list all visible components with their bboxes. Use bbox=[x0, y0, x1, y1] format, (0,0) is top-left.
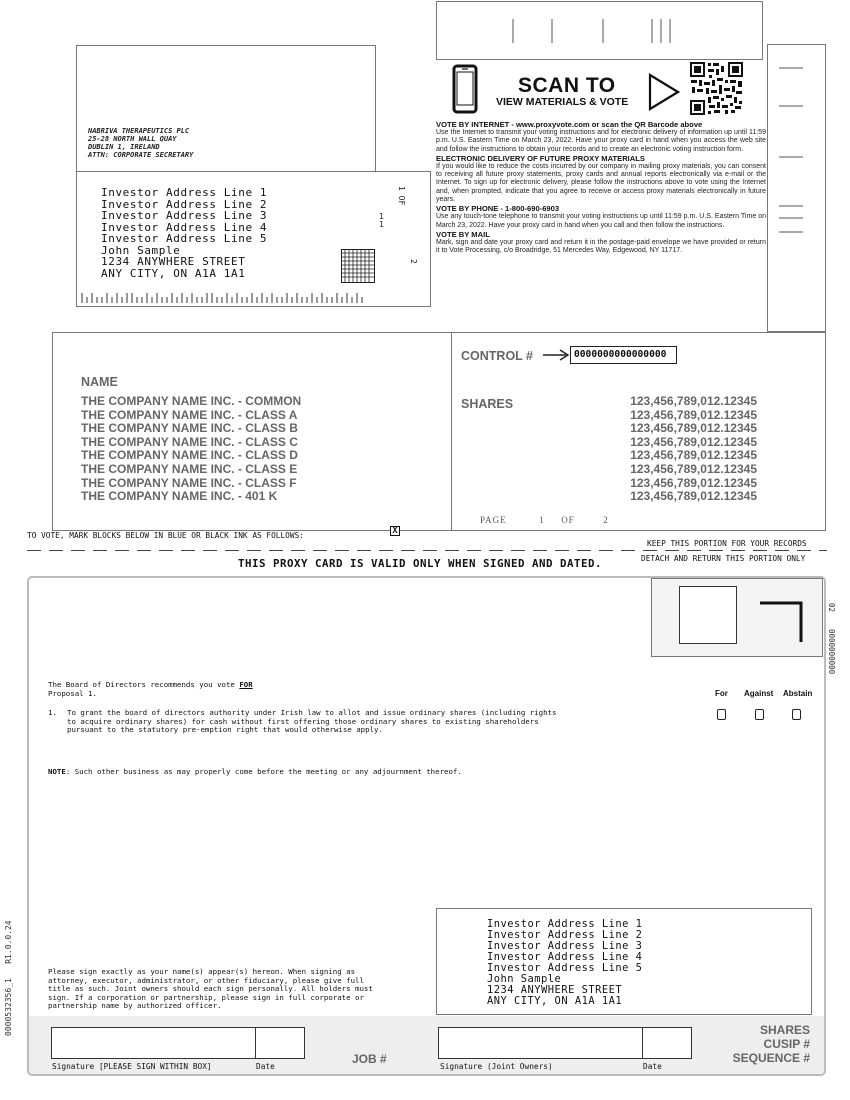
address-line: Investor Address Line 1 bbox=[101, 186, 268, 199]
voting-instructions bbox=[436, 120, 766, 256]
page-indicator bbox=[480, 515, 609, 525]
class-name: THE COMPANY NAME INC. - CLASS D bbox=[81, 448, 298, 463]
shares-value: 123,456,789,012.12345 bbox=[630, 489, 757, 504]
class-name: THE COMPANY NAME INC. - CLASS A bbox=[81, 407, 298, 422]
address-line: John Sample bbox=[101, 243, 181, 257]
shares-value: 123,456,789,012.12345 bbox=[630, 434, 757, 449]
shares-value: 123,456,789,012.12345 bbox=[630, 407, 757, 422]
address-line: Investor Address Line 4 bbox=[101, 220, 268, 234]
qr-code-icon[interactable] bbox=[689, 61, 744, 116]
column-for: For bbox=[715, 689, 728, 698]
joint-signature-box[interactable] bbox=[438, 1027, 643, 1059]
proposal-text-line: To grant the board of directors authority under Irish law to allot and issue ordinary shares (including rights bbox=[67, 708, 557, 717]
shares-value: 123,456,789,012.12345 bbox=[630, 394, 757, 408]
side-code-b: 0000000000 bbox=[827, 629, 836, 675]
page-label: PAGE bbox=[480, 515, 507, 525]
page-total: 2 bbox=[603, 515, 609, 525]
ballot-address-line: Investor Address Line 1 bbox=[487, 918, 643, 930]
return-address-line: ATTN: CORPORATE SECRETARY bbox=[88, 151, 194, 159]
side-page-of: OF bbox=[397, 195, 406, 206]
return-address-line: NABRIVA THERAPEUTICS PLC bbox=[88, 127, 190, 135]
page-number: 1 bbox=[539, 515, 545, 525]
signature-box[interactable] bbox=[51, 1027, 256, 1059]
sign-instruction-line: partnership name by authorized officer. bbox=[48, 1001, 222, 1011]
investor-address bbox=[101, 187, 267, 279]
side-page-marker-b bbox=[379, 213, 384, 229]
vote-phone-heading: VOTE BY PHONE - 1-800-690-6903 bbox=[436, 204, 560, 214]
vote-mail-text: Mark, sign and date your proxy card and return it in the postage-paid envelope we have provided or return it to Vote Processing, c/o Broadridge, 51 Mercedes Way, Edgewood, NY 11717. bbox=[436, 238, 766, 255]
ballot-address bbox=[487, 919, 642, 1007]
control-label: CONTROL # bbox=[461, 349, 533, 363]
mark-instructions: TO VOTE, MARK BLOCKS BELOW IN BLUE OR BLACK INK AS FOLLOWS: bbox=[27, 531, 304, 540]
shares-value: 123,456,789,012.12345 bbox=[630, 448, 757, 463]
sign-instruction-line: Please sign exactly as your name(s) appear(s) hereon. When signing as bbox=[48, 967, 356, 976]
barcode-strip-marks bbox=[436, 1, 763, 60]
signature-date-box[interactable] bbox=[255, 1027, 305, 1059]
mark-example-x: X bbox=[392, 526, 398, 536]
vote-phone-text: Use any touch-tone telephone to transmit your voting instructions up until 11:59 p.m. U.S. Eastern Time on March 23, 2022. Have your proxy card in hand when you call and then follow the instructions. bbox=[436, 213, 766, 229]
proposal-1 bbox=[48, 709, 556, 735]
shares-label: SHARES bbox=[461, 397, 514, 411]
scan-subtitle: VIEW MATERIALS & VOTE bbox=[496, 96, 629, 108]
shares-value: 123,456,789,012.12345 bbox=[630, 421, 757, 436]
proposal-number: 1. bbox=[48, 708, 57, 717]
page-of: OF bbox=[561, 515, 575, 525]
sign-instruction-line: attorney, executor, administrator, or other fiduciary, please give full bbox=[48, 975, 364, 985]
note bbox=[48, 768, 462, 777]
ballot-address-line: Investor Address Line 5 bbox=[487, 962, 643, 974]
side-page-marker-c bbox=[409, 259, 418, 264]
ballot-address-line: ANY CITY, ON A1A 1A1 bbox=[487, 995, 623, 1007]
class-name: THE COMPANY NAME INC. - CLASS B bbox=[81, 421, 298, 436]
ballot-address-line: 1234 ANYWHERE STREET bbox=[487, 984, 623, 996]
ballot-address-line: Investor Address Line 2 bbox=[487, 929, 643, 941]
shares-code-label: SHARES bbox=[759, 1023, 810, 1037]
board-rec-text: The Board of Directors recommends you vote bbox=[48, 680, 235, 689]
name-label: NAME bbox=[81, 375, 118, 389]
side-code-a: 02 bbox=[827, 603, 836, 613]
control-number: 0000000000000000 bbox=[574, 349, 667, 360]
vertical-form-code: 0000532356_1 R1.0.0.24 bbox=[4, 920, 13, 1036]
holdings-divider bbox=[451, 332, 452, 531]
note-text: : Such other business as may properly come before the meeting or any adjournment thereof. bbox=[65, 767, 462, 776]
date-label: Date bbox=[256, 1062, 275, 1071]
shares-list bbox=[600, 395, 757, 504]
valid-notice: THIS PROXY CARD IS VALID ONLY WHEN SIGNED AND DATED. bbox=[238, 557, 603, 570]
vote-internet-text: Use the Internet to transmit your voting instructions and for electronic delivery of information up until 11:59 p.m. U.S. Eastern Time on March 23, 2022. Have your proxy card in hand when you access the web site and follow the instructions to obtain your records and to create an electronic voting instruction form. bbox=[436, 129, 766, 153]
joint-date-box[interactable] bbox=[642, 1027, 692, 1059]
board-recommendation bbox=[48, 681, 253, 698]
sign-instruction-line: sign. If a corporation or partnership, please sign in full corporate or bbox=[48, 992, 364, 1002]
vote-for-checkbox[interactable] bbox=[717, 709, 726, 720]
ballot-address-line: John Sample bbox=[487, 973, 562, 985]
vote-abstain-checkbox[interactable] bbox=[792, 709, 801, 720]
vote-mail-heading: VOTE BY MAIL bbox=[436, 229, 490, 239]
proposal-text-line: pursuant to the statutory pre-emption right that would otherwise apply. bbox=[67, 725, 383, 735]
class-name: THE COMPANY NAME INC. - 401 K bbox=[81, 489, 278, 504]
corner-mark-icon bbox=[758, 600, 804, 644]
vote-internet-heading: VOTE BY INTERNET - www.proxyvote.com or scan the QR Barcode above bbox=[436, 120, 703, 129]
side-page-c: 1 bbox=[379, 212, 384, 221]
address-line: Investor Address Line 5 bbox=[101, 232, 268, 245]
scan-title: SCAN TO bbox=[518, 74, 616, 97]
class-name: THE COMPANY NAME INC. - CLASS F bbox=[81, 475, 297, 490]
class-name: THE COMPANY NAME INC. - CLASS E bbox=[81, 461, 298, 476]
return-address-line: 25-28 NORTH WALL QUAY bbox=[88, 135, 177, 143]
column-abstain: Abstain bbox=[783, 689, 813, 698]
address-line: Investor Address Line 2 bbox=[101, 197, 268, 211]
side-page-a: 1 bbox=[397, 186, 406, 191]
arrow-right-icon bbox=[542, 349, 570, 361]
keep-portion-text: KEEP THIS PORTION FOR YOUR RECORDS bbox=[647, 539, 807, 548]
tear-line bbox=[27, 550, 827, 551]
electronic-delivery-heading: ELECTRONIC DELIVERY OF FUTURE PROXY MATERIALS bbox=[436, 153, 645, 163]
column-against: Against bbox=[744, 689, 774, 698]
job-label: JOB # bbox=[352, 1052, 387, 1066]
ballot-address-line: Investor Address Line 4 bbox=[487, 951, 643, 963]
sign-instruction-line: title as such. Joint owners should each sign personally. All holders must bbox=[48, 984, 373, 994]
ballot-address-line: Investor Address Line 3 bbox=[487, 940, 643, 952]
phone-icon bbox=[452, 64, 478, 114]
electronic-delivery-text: If you would like to reduce the costs incurred by our company in mailing proxy materials, you can consent to receiving all future proxy statements, proxy cards and annual reports electronically via e-mail or the Internet. To sign up for electronic delivery, please follow the instructions above to vote using the Internet and, when prompted, indicate that you agree to receive or access proxy materials electronically in future years. bbox=[436, 162, 766, 204]
mark-example-box bbox=[390, 526, 400, 536]
sign-instructions bbox=[48, 968, 373, 1011]
right-margin-marks bbox=[767, 44, 826, 332]
postal-barcode bbox=[80, 290, 365, 304]
shares-value: 123,456,789,012.12345 bbox=[630, 475, 757, 490]
address-line: Investor Address Line 3 bbox=[101, 209, 268, 222]
joint-signature-label: Signature (Joint Owners) bbox=[440, 1062, 553, 1071]
vote-against-checkbox[interactable] bbox=[755, 709, 764, 720]
sequence-label: SEQUENCE # bbox=[732, 1051, 810, 1065]
joint-date-label: Date bbox=[643, 1062, 662, 1071]
return-address-line: DUBLIN 1, IRELAND bbox=[88, 143, 160, 151]
control-number-box[interactable] bbox=[570, 346, 677, 364]
side-page-b: 2 bbox=[409, 259, 418, 264]
proposal-ref: Proposal 1. bbox=[48, 688, 97, 698]
class-list bbox=[81, 395, 301, 504]
board-rec-for: FOR bbox=[239, 680, 253, 689]
class-name: THE COMPANY NAME INC. - COMMON bbox=[81, 394, 302, 408]
signature-label: Signature [PLEASE SIGN WITHIN BOX] bbox=[52, 1062, 212, 1071]
proposal-text-line: to acquire ordinary shares) for cash without first offering those ordinary shares to existing shareholders bbox=[67, 716, 539, 726]
return-address bbox=[88, 127, 193, 159]
address-line: ANY CITY, ON A1A 1A1 bbox=[101, 266, 246, 280]
address-line: 1234 ANYWHERE STREET bbox=[101, 255, 246, 268]
play-arrow-icon bbox=[648, 72, 680, 112]
cusip-label: CUSIP # bbox=[763, 1037, 810, 1051]
side-page-d: 1 bbox=[379, 220, 384, 229]
shares-value: 123,456,789,012.12345 bbox=[630, 461, 757, 476]
grid-mark bbox=[341, 249, 375, 283]
side-page-marker bbox=[397, 186, 406, 205]
shares-cusip-sequence bbox=[700, 1023, 810, 1065]
detach-portion-text: DETACH AND RETURN THIS PORTION ONLY bbox=[641, 554, 806, 563]
scan-mark-square bbox=[679, 586, 737, 644]
note-label: NOTE bbox=[48, 767, 66, 776]
class-name: THE COMPANY NAME INC. - CLASS C bbox=[81, 434, 298, 449]
